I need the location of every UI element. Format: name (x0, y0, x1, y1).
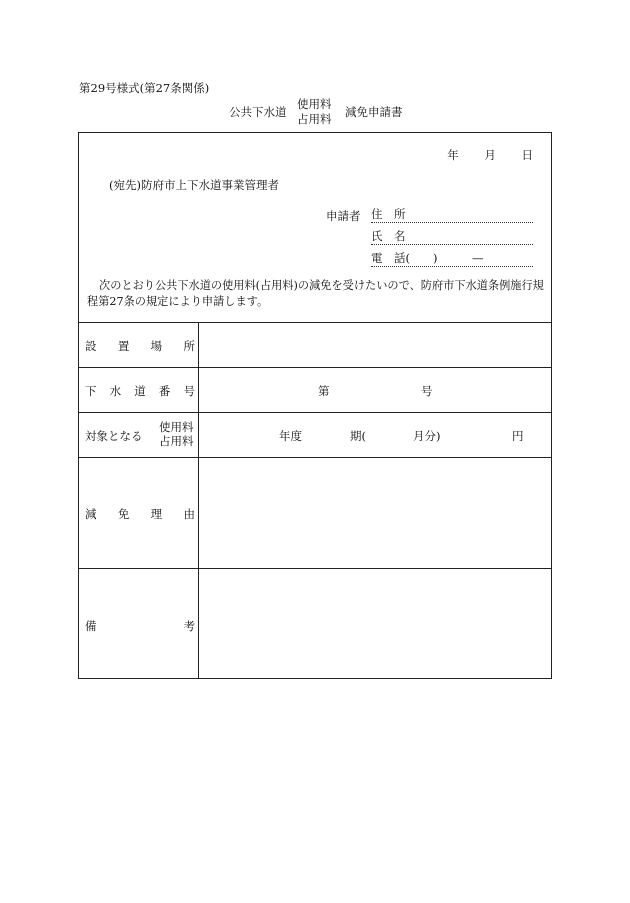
title-option-usage-fee: 使用料 (297, 97, 332, 111)
application-form-frame (78, 132, 552, 679)
target-fee-options (159, 420, 194, 448)
date-year-field[interactable]: 年 (447, 148, 459, 162)
column-divider (198, 322, 199, 678)
row-divider (79, 568, 551, 569)
row-divider (79, 367, 551, 368)
name-label: 氏 名 (371, 229, 406, 243)
date-line (425, 147, 533, 163)
month-range-field[interactable]: 月分) (413, 429, 441, 443)
location-input[interactable] (200, 323, 550, 366)
date-month-field[interactable]: 月 (484, 148, 496, 162)
sewer-number-input[interactable] (332, 373, 418, 407)
row-label-location: 設 置 場 所 (85, 339, 195, 353)
row-label-sewer-number: 下 水 道 番 号 (85, 384, 195, 398)
phone-field[interactable] (371, 250, 533, 267)
title-fee-options (297, 97, 332, 127)
name-field[interactable] (371, 228, 533, 245)
addressee: (宛先)防府市上下水道事業管理者 (109, 178, 279, 192)
row-label-target: 対象となる (85, 429, 143, 443)
phone-label: 電 話( ) — (371, 251, 484, 265)
title-suffix: 減免申請書 (345, 105, 403, 119)
sewer-number-suffix: 号 (421, 384, 433, 398)
applicant-label: 申請者 (326, 209, 361, 223)
title-option-occupancy-fee: 占用料 (297, 112, 332, 126)
row-divider (79, 412, 551, 413)
amount-yen-field[interactable]: 円 (512, 429, 524, 443)
target-option-occupancy-fee: 占用料 (159, 434, 194, 448)
fiscal-year-field[interactable]: 年度 (279, 429, 302, 443)
title-prefix: 公共下水道 (229, 105, 287, 119)
row-divider (79, 457, 551, 458)
period-field[interactable]: 期( (350, 429, 366, 443)
sewer-number-prefix: 第 (318, 384, 330, 398)
application-statement: 次のとおり公共下水道の使用料(占用料)の減免を受けたいので、防府市下水道条例施行規程第27条の規定により申請します。 (87, 279, 544, 308)
address-label: 住 所 (371, 207, 406, 221)
target-option-usage-fee: 使用料 (159, 420, 194, 434)
reason-input[interactable] (200, 459, 550, 567)
row-label-reason: 減 免 理 由 (85, 507, 195, 521)
form-number: 第29号様式(第27条関係) (79, 81, 210, 95)
address-field[interactable] (371, 206, 533, 223)
remarks-input[interactable] (200, 570, 550, 677)
date-day-field[interactable]: 日 (521, 148, 533, 162)
row-label-remarks: 備 考 (85, 619, 195, 633)
